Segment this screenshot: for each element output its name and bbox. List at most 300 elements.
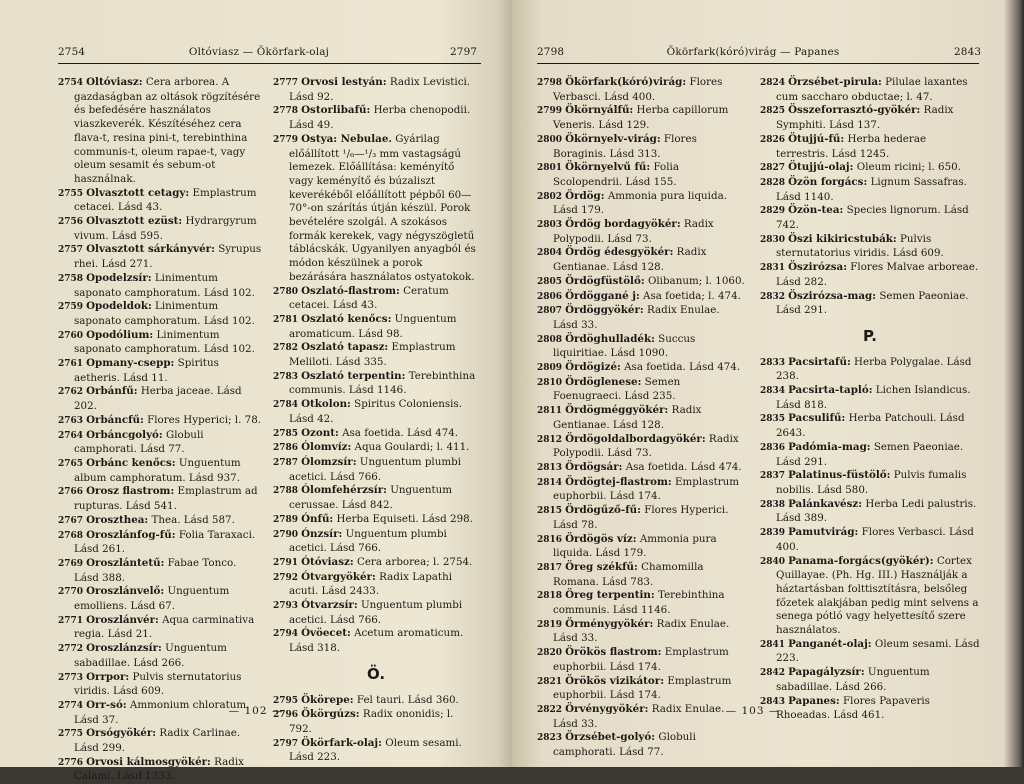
- dictionary-entry: [537, 161, 747, 189]
- entry-number: 2784: [273, 400, 299, 411]
- entry-number: 2841: [760, 639, 786, 650]
- entry-definition: Unguentum plumbi acetici. Lásd 766.: [289, 599, 463, 626]
- entry-number: 2798: [537, 78, 563, 88]
- dictionary-entry: [537, 433, 747, 461]
- entry-definition: Fabae Tonco. Lásd 388.: [74, 556, 237, 584]
- dictionary-entry: [760, 666, 980, 694]
- entry-headword: Oszlató kenőcs:: [301, 312, 392, 325]
- dictionary-entry: [273, 370, 479, 398]
- entry-number: 2788: [273, 486, 299, 497]
- entry-headword: Papagályzsír:: [788, 666, 865, 679]
- entry-headword: Pacsirtafű:: [788, 355, 851, 368]
- right-page-header-rule: [537, 63, 979, 64]
- entry-number: 2842: [760, 668, 786, 679]
- entry-definition: Asa foetida. Lásd 474.: [625, 460, 742, 473]
- entry-definition: Herba chenopodii. Lásd 49.: [289, 104, 471, 132]
- dictionary-entry: [537, 404, 747, 432]
- dictionary-entry: [58, 514, 263, 529]
- entry-number: 2779: [273, 134, 299, 145]
- dictionary-entry: [273, 133, 479, 285]
- entry-number: 2786: [273, 443, 299, 454]
- entry-headword: Ótóviasz:: [301, 555, 354, 568]
- entry-number: 2771: [58, 615, 84, 626]
- entry-number: 2791: [273, 557, 299, 568]
- entry-definition: Aqua Goulardi; l. 411.: [354, 441, 470, 454]
- entry-number: 2756: [58, 217, 84, 228]
- dictionary-entry: [760, 76, 980, 104]
- entry-headword: Ötujjú-fű:: [788, 132, 845, 145]
- entry-number: 2836: [760, 442, 786, 453]
- entry-definition: Unguentum album camphoratum. Lásd 937.: [74, 456, 241, 484]
- entry-headword: Örménygyökér:: [565, 617, 654, 630]
- dictionary-entry: [273, 341, 479, 369]
- entry-number: 2806: [537, 291, 563, 302]
- dictionary-entry: [273, 104, 479, 132]
- entry-headword: Ördöghulladék:: [565, 332, 655, 345]
- entry-definition: Semen Paeoniae. Lásd 291.: [776, 440, 964, 468]
- entry-number: 2826: [760, 134, 786, 145]
- dictionary-entry: [273, 441, 479, 456]
- entry-headword: Ótvarzsír:: [301, 599, 358, 612]
- entry-number: 2782: [273, 343, 299, 354]
- entry-headword: Panganét-olaj:: [788, 637, 872, 650]
- entry-headword: Ördögtej-flastrom:: [565, 475, 672, 488]
- entry-number: 2759: [58, 302, 84, 313]
- dictionary-entry: [58, 557, 263, 585]
- entry-headword: Ökörnyelvű fű:: [565, 161, 651, 174]
- dictionary-entry: [58, 187, 263, 215]
- entry-headword: Ólomzsír:: [301, 455, 357, 468]
- entry-number: 2816: [537, 534, 563, 545]
- entry-headword: Orbánfű:: [86, 385, 138, 398]
- dictionary-entry: [273, 528, 479, 556]
- entry-number: 2760: [58, 330, 84, 341]
- entry-headword: Ördögsár:: [565, 460, 623, 473]
- entry-number: 2824: [760, 78, 786, 88]
- entry-definition: Globuli camphorati. Lásd 77.: [553, 731, 696, 759]
- entry-definition: Ceratum cetacei. Lásd 43.: [289, 284, 449, 312]
- entry-definition: Fel tauri. Lásd 360.: [356, 693, 459, 706]
- entry-definition: Unguentum plumbi acetici. Lásd 766.: [289, 527, 447, 555]
- entry-definition: Species lignorum. Lásd 742.: [776, 204, 969, 232]
- entry-number: 2793: [273, 601, 299, 612]
- dictionary-entry: [58, 585, 263, 613]
- entry-definition: Lignum Sassafras. Lásd 1140.: [776, 175, 967, 203]
- entry-headword: Ördögméggyökér:: [565, 404, 669, 417]
- entry-number: 2785: [273, 428, 299, 439]
- entry-headword: Oroszlánvelő:: [86, 585, 165, 598]
- entry-definition: Emplastrum euphorbii. Lásd 174.: [553, 475, 740, 503]
- dictionary-entry: [760, 441, 980, 469]
- entry-number: 2761: [58, 359, 84, 370]
- entry-headword: Orvosi kálmosgyökér:: [86, 755, 211, 768]
- dictionary-entry: [760, 412, 980, 440]
- entry-definition: Radix Calami. Lásd 1333.: [74, 755, 244, 783]
- dictionary-entry: [58, 756, 263, 784]
- left-page: [0, 0, 512, 783]
- entry-headword: Öreg terpentin:: [565, 589, 655, 602]
- dictionary-entry: [537, 376, 747, 404]
- entry-number: 2818: [537, 591, 563, 602]
- dictionary-entry: [537, 561, 747, 589]
- entry-headword: Ónzsír:: [301, 527, 343, 540]
- entry-headword: Opodelzsír:: [86, 271, 152, 284]
- entry-definition: Radix Carlinae. Lásd 299.: [74, 727, 241, 755]
- entry-headword: Oroszthea:: [86, 513, 149, 526]
- dictionary-entry: [760, 638, 980, 666]
- entry-number: 2807: [537, 306, 563, 317]
- entry-number: 2789: [273, 514, 299, 525]
- dictionary-entry: [760, 204, 980, 232]
- entry-headword: Orsógyökér:: [86, 727, 157, 740]
- entry-definition: Aqua carminativa regia. Lásd 21.: [74, 613, 255, 641]
- entry-headword: Örökös vizikátor:: [565, 674, 665, 687]
- entry-definition: Gyárilag előállított ¹/₆—¹/₃ mm vastagságú lemezek. Előállítása: keményítő vagy keményítő és búzaliszt keverékéből előállított pépből 60—70°-on szárítás útján készül. Porok bevételére szolgál. A szokásos formák kerekek, vagy négyszögletű táblácskák. Ugyanilyen anyagból és módon készülnek a porok bezárására használatos ostyatokok.: [289, 132, 476, 283]
- entry-number: 2762: [58, 387, 84, 398]
- entry-headword: Ökörnyelv-virág:: [565, 132, 661, 145]
- entry-definition: Radix Levistici. Lásd 92.: [289, 76, 471, 103]
- entry-headword: Öszirózsa:: [788, 261, 847, 274]
- dictionary-entry: [760, 555, 980, 638]
- entry-number: 2828: [760, 177, 786, 188]
- entry-definition: Linimentum saponato camphoratum. Lásd 102.: [74, 271, 255, 299]
- dictionary-entry: [760, 161, 980, 176]
- right-page: [512, 0, 1024, 767]
- entry-headword: Orbáncgolyó:: [86, 428, 163, 441]
- entry-headword: Öszi kikiricstubák:: [788, 232, 897, 245]
- dictionary-entry: [537, 133, 747, 161]
- entry-headword: Özön forgács:: [788, 175, 868, 188]
- entry-definition: Flores Verbasci. Lásd 400.: [776, 526, 974, 553]
- entry-headword: Palatinus-füstölő:: [788, 469, 891, 482]
- entry-number: 2765: [58, 458, 84, 469]
- entry-definition: Flores Boraginis. Lásd 313.: [553, 132, 697, 160]
- entry-headword: Ördög:: [565, 189, 605, 202]
- entry-headword: Oroszlánvér:: [86, 613, 159, 626]
- entry-number: 2795: [273, 695, 299, 706]
- entry-number: 2837: [760, 471, 786, 482]
- entry-headword: Orrpor:: [86, 670, 130, 683]
- entry-headword: Ökörfark(kóró)virág:: [565, 76, 687, 88]
- entry-headword: Palánkavész:: [788, 497, 863, 510]
- entry-headword: Ónfű:: [301, 512, 334, 525]
- entry-number: 2777: [273, 78, 299, 88]
- entry-number: 2843: [760, 696, 786, 707]
- entry-definition: Radix Enulae. Lásd 33.: [553, 304, 720, 331]
- entry-headword: Olvasztott cetagy:: [86, 186, 190, 199]
- entry-headword: Ökörepe:: [301, 693, 354, 706]
- dictionary-entry: [537, 461, 747, 476]
- entry-definition: Pilulae laxantes cum saccharo obductae; l. 47.: [776, 76, 968, 103]
- entry-definition: Emplastrum Meliloti. Lásd 335.: [289, 341, 456, 369]
- entry-definition: Unguentum sabadillae. Lásd 266.: [74, 642, 227, 669]
- entry-definition: Succus liquiritiae. Lásd 1090.: [553, 332, 696, 360]
- entry-definition: Unguentum aromaticum. Lásd 98.: [289, 312, 457, 340]
- entry-number: 2774: [58, 700, 84, 711]
- entry-number: 2812: [537, 434, 563, 445]
- entry-number: 2803: [537, 220, 563, 231]
- entry-number: 2801: [537, 163, 563, 174]
- entry-definition: Herba hederae terrestris. Lásd 1245.: [776, 132, 927, 160]
- dictionary-entry: [273, 285, 479, 313]
- entry-number: 2829: [760, 206, 786, 217]
- entry-headword: Oltóviasz:: [86, 76, 143, 88]
- entry-number: 2799: [537, 106, 563, 117]
- entry-headword: Örvénygyökér:: [565, 702, 649, 715]
- entry-number: 2754: [58, 78, 84, 88]
- dictionary-entry: [58, 243, 263, 271]
- entry-number: 2833: [760, 357, 786, 368]
- entry-headword: Ördög édesgyökér:: [565, 246, 674, 259]
- entry-definition: Herba Ledi palustris. Lásd 389.: [776, 497, 977, 525]
- entry-number: 2773: [58, 672, 84, 683]
- entry-number: 2794: [273, 629, 299, 640]
- dictionary-entry: [537, 675, 747, 703]
- dictionary-entry: [537, 104, 747, 132]
- entry-definition: Folia Taraxaci. Lásd 261.: [74, 528, 256, 556]
- entry-definition: Spiritus aetheris. Lásd 11.: [74, 357, 219, 384]
- entry-definition: Cera arborea. A gazdaságban az oltások rögzítésére és befedésére használatos viaszkeverék. Készítéséhez cera flava-t, resina pini-t, terebinthina communis-t, oleum rapae-t, vagy oleum sesamit és sebum-ot használnak.: [74, 76, 261, 185]
- entry-headword: Ötujjú-olaj:: [788, 161, 854, 174]
- entry-definition: Radix Polypodii. Lásd 73.: [553, 218, 714, 245]
- entry-headword: Örökös flastrom:: [565, 646, 662, 659]
- entry-number: 2825: [760, 106, 786, 117]
- entry-headword: Öszirózsa-mag:: [788, 289, 877, 302]
- left-page-column-1: [58, 76, 263, 784]
- dictionary-entry: [58, 272, 263, 300]
- dictionary-entry: [537, 190, 747, 218]
- dictionary-entry: [273, 398, 479, 426]
- right-page-number: — 103 —: [725, 705, 781, 717]
- entry-definition: Chamomilla Romana. Lásd 783.: [553, 560, 704, 588]
- entry-headword: Ólomvíz:: [301, 441, 352, 454]
- dictionary-entry: [537, 246, 747, 274]
- entry-number: 2811: [537, 406, 563, 417]
- entry-headword: Ökörnyálfű:: [565, 104, 634, 117]
- dictionary-entry: [273, 737, 479, 765]
- entry-definition: Radix Polypodii. Lásd 73.: [553, 432, 739, 460]
- entry-definition: Asa foetida. Lásd 474.: [624, 361, 741, 374]
- entry-number: 2823: [537, 733, 563, 744]
- dictionary-entry: [273, 513, 479, 528]
- right-page-header-last-entry: 2843: [954, 46, 982, 58]
- entry-definition: Ammonia pura liquida. Lásd 179.: [553, 189, 727, 217]
- entry-headword: Összeforrasztó-gyökér:: [788, 104, 921, 117]
- dictionary-entry: [760, 133, 980, 161]
- entry-headword: Ökörgúzs:: [301, 708, 360, 721]
- entry-definition: Radix Symphiti. Lásd 137.: [776, 104, 954, 132]
- entry-definition: Hydrargyrum vivum. Lásd 595.: [74, 215, 257, 242]
- entry-definition: Cera arborea; l. 2754.: [356, 555, 473, 568]
- entry-number: 2792: [273, 572, 299, 583]
- entry-number: 2775: [58, 729, 84, 740]
- entry-definition: Herba Equiseti. Lásd 298.: [336, 512, 473, 525]
- entry-number: 2767: [58, 515, 84, 526]
- entry-headword: Ördöggané j:: [565, 289, 640, 302]
- entry-headword: Orr-só:: [86, 698, 127, 711]
- entry-number: 2817: [537, 562, 563, 573]
- dictionary-entry: [760, 526, 980, 554]
- entry-number: 2790: [273, 529, 299, 540]
- dictionary-entry: [58, 76, 263, 187]
- entry-definition: Lichen Islandicus. Lásd 818.: [776, 384, 971, 411]
- entry-headword: Orosz flastrom:: [86, 485, 175, 498]
- entry-headword: Ostya: Nebulae.: [301, 132, 392, 145]
- entry-definition: Radix Enulae. Lásd 33.: [553, 617, 730, 645]
- dictionary-entry: [58, 642, 263, 670]
- entry-headword: Olvasztott ezüst:: [86, 215, 183, 228]
- entry-headword: Oszlató tapasz:: [301, 341, 389, 354]
- entry-definition: Flores Verbasci. Lásd 400.: [553, 76, 723, 103]
- entry-number: 2809: [537, 363, 563, 374]
- entry-definition: Flores Papaveris Rhoeadas. Lásd 461.: [776, 694, 930, 722]
- dictionary-entry: [537, 618, 747, 646]
- entry-number: 2800: [537, 134, 563, 145]
- entry-headword: Opodólium:: [86, 328, 154, 341]
- entry-definition: Emplastrum euphorbii. Lásd 174.: [553, 674, 732, 702]
- entry-number: 2832: [760, 291, 786, 302]
- dictionary-entry: [273, 76, 479, 104]
- entry-headword: Ozont:: [301, 426, 339, 439]
- entry-headword: Orbánc kenőcs:: [86, 456, 176, 469]
- entry-definition: Pulvis sternutatorius viridis. Lásd 609.: [74, 670, 242, 698]
- entry-headword: Ördögizé:: [565, 361, 621, 374]
- left-page-header-first-entry: 2754: [58, 46, 86, 58]
- dictionary-entry: [537, 533, 747, 561]
- entry-definition: Thea. Lásd 587.: [151, 513, 235, 526]
- entry-headword: Óvöecet:: [301, 627, 351, 640]
- dictionary-entry: [537, 218, 747, 246]
- entry-number: 2821: [537, 676, 563, 687]
- entry-headword: Orvosi lestyán:: [301, 76, 387, 88]
- entry-headword: Otkolon:: [301, 398, 351, 411]
- entry-number: 2820: [537, 648, 563, 659]
- entry-definition: Pulvis sternutatorius viridis. Lásd 609.: [776, 232, 944, 260]
- dictionary-entry: [760, 261, 980, 289]
- entry-number: 2808: [537, 334, 563, 345]
- dictionary-entry: [58, 357, 263, 385]
- entry-definition: Unguentum sabadillae. Lásd 266.: [776, 666, 930, 693]
- dictionary-entry: [537, 589, 747, 617]
- entry-headword: Örzsébet-golyó:: [565, 731, 656, 744]
- entry-definition: Linimentum saponato camphoratum. Lásd 102.: [74, 300, 255, 327]
- entry-definition: Semen Paeoniae. Lásd 291.: [776, 289, 969, 317]
- entry-definition: Acetum aromaticum. Lásd 318.: [289, 627, 464, 655]
- entry-definition: Herba Patchouli. Lásd 2643.: [776, 412, 965, 440]
- entry-definition: Unguentum plumbi acetici. Lásd 766.: [289, 455, 462, 483]
- entry-number: 2804: [537, 248, 563, 259]
- dictionary-entry: [537, 304, 747, 332]
- entry-number: 2787: [273, 457, 299, 468]
- entry-number: 2766: [58, 487, 84, 498]
- entry-headword: Panama-forgács(gyökér):: [788, 554, 934, 567]
- entry-headword: Örzsébet-pirula:: [788, 76, 882, 88]
- dictionary-entry: [58, 329, 263, 357]
- entry-definition: Oleum ricini; l. 650.: [856, 161, 961, 174]
- dictionary-entry: [273, 627, 479, 655]
- entry-definition: Unguentum cerussae. Lásd 842.: [289, 484, 453, 512]
- entry-number: 2827: [760, 163, 786, 174]
- entry-headword: Öreg székfű:: [565, 560, 638, 573]
- entry-number: 2772: [58, 644, 84, 655]
- entry-headword: Pacsirta-tapló:: [788, 384, 873, 397]
- dictionary-entry: [58, 215, 263, 243]
- dictionary-entry: [537, 646, 747, 674]
- right-page-column-2: [760, 76, 980, 723]
- entry-number: 2780: [273, 286, 299, 297]
- dictionary-entry: [537, 76, 747, 104]
- dictionary-entry: [537, 731, 747, 759]
- entry-number: 2764: [58, 430, 84, 441]
- entry-definition: Emplastrum euphorbii. Lásd 174.: [553, 646, 729, 673]
- entry-headword: Oszlató terpentin:: [301, 369, 406, 382]
- entry-number: 2815: [537, 506, 563, 517]
- right-page-column-1: [537, 76, 747, 760]
- dictionary-entry: [537, 504, 747, 532]
- entry-number: 2778: [273, 106, 299, 117]
- left-page-header-last-entry: 2797: [450, 46, 478, 58]
- right-page-header-first-entry: 2798: [537, 46, 565, 58]
- entry-number: 2796: [273, 710, 299, 721]
- entry-headword: Oszlató-flastrom:: [301, 284, 400, 297]
- dictionary-entry: [537, 290, 747, 305]
- entry-headword: Ördögfüstölő:: [565, 274, 645, 287]
- entry-definition: Herba capillorum Veneris. Lásd 129.: [553, 104, 729, 132]
- entry-definition: Syrupus rhei. Lásd 271.: [74, 243, 262, 271]
- entry-definition: Flores Hyperici; l. 78.: [147, 413, 262, 426]
- entry-number: 2810: [537, 377, 563, 388]
- entry-definition: Radix ononidis; l. 792.: [289, 708, 454, 735]
- dictionary-entry: [58, 429, 263, 457]
- dictionary-entry: [58, 529, 263, 557]
- entry-headword: Oroszlánfog-fű:: [86, 528, 176, 541]
- entry-definition: Radix Gentianae. Lásd 128.: [553, 404, 702, 431]
- left-page-column-2: [273, 76, 479, 765]
- dictionary-entry: [760, 356, 980, 384]
- dictionary-entry: [537, 361, 747, 376]
- entry-number: 2835: [760, 414, 786, 425]
- entry-definition: Terebinthina communis. Lásd 1146.: [289, 369, 476, 397]
- entry-definition: Spiritus Coloniensis. Lásd 42.: [289, 398, 462, 425]
- entry-definition: Asa foetida; l. 474.: [643, 289, 741, 302]
- dictionary-entry: [273, 571, 479, 599]
- dictionary-entry: [58, 485, 263, 513]
- entry-headword: Papanes:: [788, 694, 840, 707]
- entry-number: 2802: [537, 191, 563, 202]
- entry-headword: Ótvargyökér:: [301, 570, 376, 583]
- dictionary-entry: [760, 233, 980, 261]
- entry-number: 2830: [760, 234, 786, 245]
- entry-headword: Oroszlántetű:: [86, 556, 165, 569]
- dictionary-entry: [760, 104, 980, 132]
- dictionary-entry: [760, 498, 980, 526]
- entry-definition: Radix Gentianae. Lásd 128.: [553, 246, 707, 274]
- dictionary-entry: [58, 727, 263, 755]
- entry-number: 2757: [58, 245, 84, 256]
- dictionary-entry: [537, 333, 747, 361]
- entry-definition: Linimentum saponato camphoratum. Lásd 102.: [74, 328, 255, 356]
- entry-definition: Oleum sesami. Lásd 223.: [289, 736, 462, 764]
- dictionary-entry: [760, 384, 980, 412]
- dictionary-entry: [273, 599, 479, 627]
- dictionary-entry: [760, 176, 980, 204]
- entry-definition: Herba Polygalae. Lásd 238.: [776, 355, 972, 383]
- entry-headword: Ostorlibafű:: [301, 104, 371, 117]
- section-letter: Ö.: [366, 664, 386, 683]
- entry-definition: Unguentum emolliens. Lásd 67.: [74, 585, 230, 613]
- entry-definition: Flores Hyperici. Lásd 78.: [553, 504, 729, 531]
- entry-number: 2768: [58, 530, 84, 541]
